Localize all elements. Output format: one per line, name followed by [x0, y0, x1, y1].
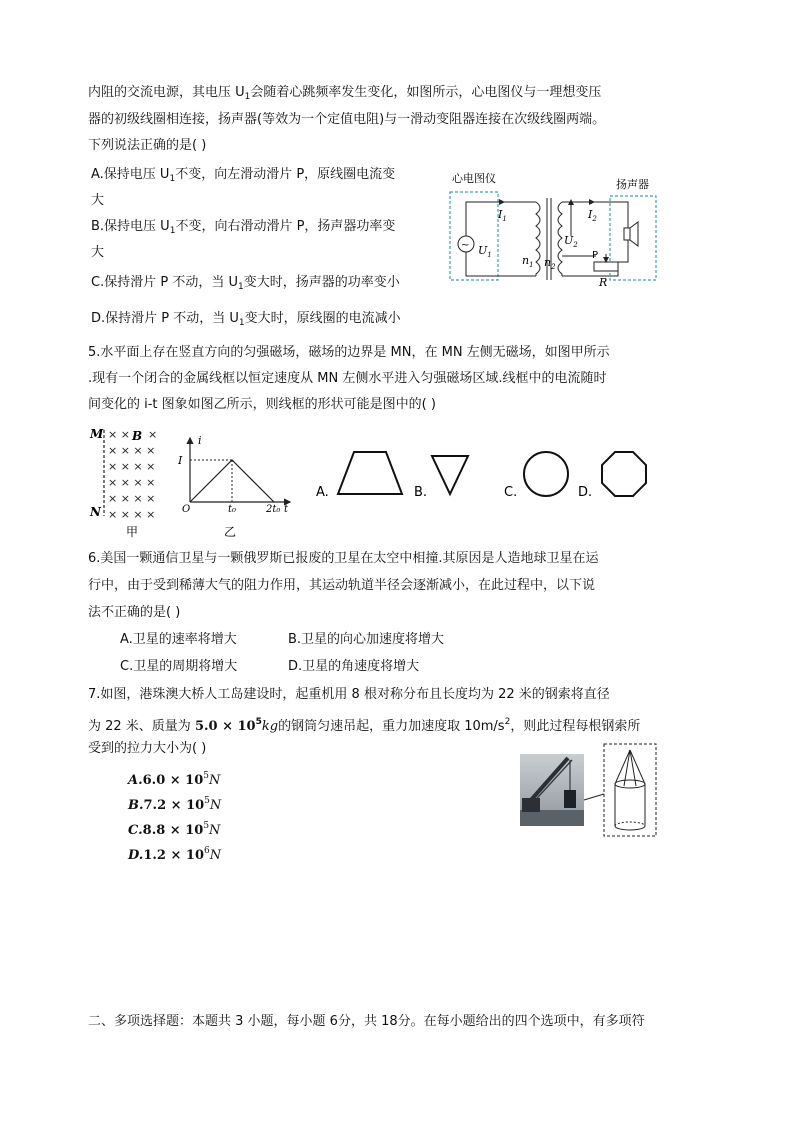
- q6-option-b: B.卫星的向心加速度将增大: [288, 632, 445, 647]
- q7-line2: 为 22 米、质量为 $5.0 \times 10^5kg$的钢筒匀速吊起，重力加速度取 $10m/s^2$，则此过程每根钢索所: [88, 717, 641, 734]
- q4-option-b-cont: 大: [91, 245, 105, 260]
- transformer-circuit-diagram: [446, 166, 662, 290]
- q4-option-a: A.保持电压 $U_1$不变，向左滑动滑片 P，原线圈电流变: [91, 167, 396, 184]
- svg-text:甲: 甲: [126, 525, 139, 539]
- svg-text:×: ×: [148, 428, 158, 441]
- q5-line2: .现有一个闭合的金属线框以恒定速度从 MN 左侧水平进入匀强磁场区域.线框中的电流随时: [88, 371, 607, 386]
- speaker-label: 扬声器: [616, 178, 649, 191]
- triangle-shape: [432, 456, 468, 494]
- magnetic-field-figure: [88, 424, 178, 540]
- svg-text:× × × ×: × × × ×: [108, 508, 156, 521]
- q7-line1: 7.如图，港珠澳大桥人工岛建设时，起重机用 8 根对称分布且长度均为 22 米的钢索将直径: [88, 687, 610, 702]
- svg-text:B: B: [132, 429, 143, 443]
- svg-text:R: R: [599, 276, 608, 289]
- svg-text:乙: 乙: [224, 525, 237, 539]
- q4-intro-line2: 器的初级线圈相连接，扬声器(等效为一个定值电阻)与一滑动变阻器连接在次级线圈两端。: [88, 112, 606, 127]
- q7-option-b: $B.7.2 \times 10^5N$: [128, 796, 222, 813]
- q6-option-c: C.卫星的周期将增大: [120, 659, 238, 674]
- svg-text:I1: $I_1$: [498, 208, 507, 223]
- q6-line1: 6.美国一颗通信卫星与一颗俄罗斯已报废的卫星在太空中相撞.其原因是人造地球卫星在运: [88, 551, 599, 566]
- svg-text:I: I: [178, 454, 183, 467]
- steel-cylinder-photo: [564, 790, 576, 808]
- section2-heading: 二、多项选择题：本题共 3 小题，每小题 6分，共 18分。在每小题给出的四个选项中，有多项符: [88, 1014, 645, 1029]
- q4-option-c: C.保持滑片 P 不动，当 $U_1$变大时，扬声器的功率变小: [91, 275, 400, 292]
- svg-text:2t₀: 2t₀: [266, 504, 281, 515]
- svg-text:× ×: × ×: [108, 428, 130, 441]
- ecg-dashed-box: [450, 192, 498, 280]
- primary-coil: [536, 202, 540, 276]
- ecg-label: 心电图仪: [452, 172, 496, 185]
- circle-shape: [524, 452, 568, 496]
- q6-line2: 行中，由于受到稀薄大气的阻力作用，其运动轨道半径会逐渐减小，在此过程中，以下说: [88, 578, 596, 593]
- svg-text:n2: $n_2$: [544, 256, 556, 271]
- q4-intro-line3: 下列说法正确的是( ): [88, 138, 207, 153]
- svg-text:I2: $I_2$: [588, 208, 597, 223]
- svg-text:D.: D.: [578, 485, 593, 500]
- svg-text:U2: $U_2$: [564, 234, 578, 249]
- svg-text:i: i: [198, 434, 202, 447]
- q4-intro-line1: 内阻的交流电源，其电压 $U_1$会随着心跳频率发生变化，如图所示，心电图仪与一理想变压: [88, 85, 602, 102]
- q4-option-b: B.保持电压 $U_1$不变，向右滑动滑片 P，扬声器功率变: [91, 219, 396, 236]
- svg-text:A.: A.: [316, 485, 329, 500]
- svg-text:t: t: [284, 504, 289, 515]
- svg-text:U1: $U_1$: [478, 244, 492, 259]
- cylinder-top: [615, 780, 645, 788]
- q5-line1: 5.水平面上存在竖直方向的匀强磁场，磁场的边界是 MN，在 MN 左侧无磁场，如图甲所示: [88, 345, 610, 360]
- q4-option-d: D.保持滑片 P 不动，当 $U_1$变大时，原线圈的电流减小: [91, 311, 401, 328]
- svg-text:t₀: t₀: [228, 504, 237, 515]
- q7-line3: 受到的拉力大小为( ): [88, 741, 207, 756]
- svg-text:× × × ×: × × × ×: [108, 492, 156, 505]
- svg-text:× × × ×: × × × ×: [108, 444, 156, 457]
- secondary-coil: [558, 202, 562, 276]
- svg-text:× × × ×: × × × ×: [108, 476, 156, 489]
- rheostat: [594, 262, 618, 271]
- svg-text:O: O: [182, 504, 191, 515]
- crane-lifting-figure: [518, 742, 660, 838]
- svg-text:P: P: [592, 250, 599, 261]
- svg-text:B.: B.: [414, 485, 428, 500]
- q6-option-a: A.卫星的速率将增大: [120, 632, 237, 647]
- octagon-shape: [602, 452, 646, 496]
- q6-line3: 法不正确的是( ): [88, 605, 181, 620]
- q7-option-a: $A.6.0 \times 10^5N$: [128, 771, 221, 788]
- q4-option-a-cont: 大: [91, 193, 105, 208]
- svg-text:M: M: [90, 427, 104, 441]
- q7-option-d: $D.1.2 \times 10^6N$: [128, 846, 222, 863]
- q7-option-c: $C.8.8 \times 10^5N$: [128, 821, 221, 838]
- svg-text:n1: $n_1$: [522, 254, 534, 269]
- frame-shape-options: [310, 444, 660, 504]
- q6-option-d: D.卫星的角速度将增大: [288, 659, 420, 674]
- svg-text:C.: C.: [504, 485, 518, 500]
- svg-text:~: ~: [461, 240, 470, 251]
- svg-text:N: N: [90, 505, 101, 519]
- current-time-graph: [178, 432, 296, 542]
- speaker-icon: [624, 228, 630, 240]
- svg-text:× × × ×: × × × ×: [108, 460, 156, 473]
- q5-line3: 间变化的 i-t 图象如图乙所示，则线框的形状可能是图中的( ): [88, 397, 436, 412]
- trapezoid-shape: [338, 452, 402, 494]
